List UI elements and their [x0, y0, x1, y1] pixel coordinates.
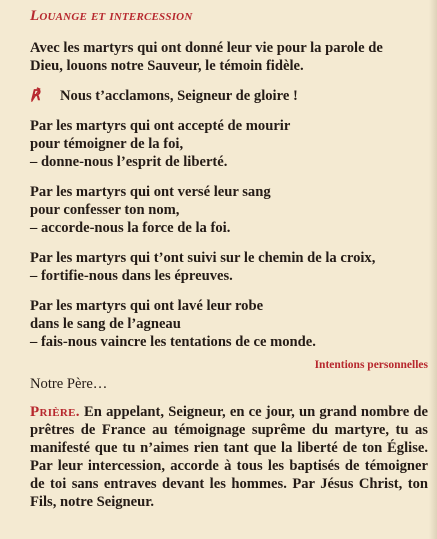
personal-intentions-rubric: Intentions personnelles [314, 359, 428, 371]
intercession-line: Par les martyrs qui ont lavé leur robe [30, 298, 264, 314]
section-heading: Louange et intercession [30, 8, 193, 24]
response-symbol: ℟ [30, 88, 40, 104]
closing-prayer [30, 403, 428, 511]
response-line [30, 87, 428, 105]
intercession-line: – fortifie-nous dans les épreuves. [30, 268, 233, 284]
page-edge-shadow [429, 0, 437, 539]
our-father-line: Notre Père… [30, 376, 108, 392]
intercession-1 [30, 117, 428, 171]
intro-line: Avec les martyrs qui ont donné leur vie pour la parole de [30, 40, 383, 56]
intercession-line: Par les martyrs qui t’ont suivi sur le chemin de la croix, [30, 250, 376, 266]
response-text: Nous t’acclamons, Seigneur de gloire ! [60, 88, 298, 104]
prayer-page [30, 8, 428, 511]
prayer-label: Prière. [30, 404, 80, 420]
intercession-line: – accorde-nous la force de la foi. [30, 220, 231, 236]
intercession-line: Par les martyrs qui ont accepté de mourir [30, 118, 291, 134]
intro-line: Dieu, louons notre Sauveur, le témoin fidèle. [30, 58, 304, 74]
intercession-3 [30, 249, 428, 285]
intercession-line: – fais-nous vaincre les tentations de ce monde. [30, 334, 316, 350]
intercession-line: dans le sang de l’agneau [30, 316, 181, 332]
intercession-line: – donne-nous l’esprit de liberté. [30, 154, 228, 170]
intro-paragraph [30, 39, 428, 75]
intercession-line: pour témoigner de la foi, [30, 136, 184, 152]
intercession-line: pour confesser ton nom, [30, 202, 180, 218]
prayer-text: En appelant, Seigneur, en ce jour, un grand nombre de prêtres de France au témoignage suprême du martyre, tu as manifesté que tu n’aimes rien tant que la liberté de ton Église. Par leur intercession, accorde à tous les baptisés de témoigner de toi sans entraves devant les hommes. Par Jésus Christ, ton Fils, notre Seigneur. [30, 404, 428, 510]
intercession-line: Par les martyrs qui ont versé leur sang [30, 184, 271, 200]
intercession-4 [30, 297, 428, 351]
intercession-2 [30, 183, 428, 237]
